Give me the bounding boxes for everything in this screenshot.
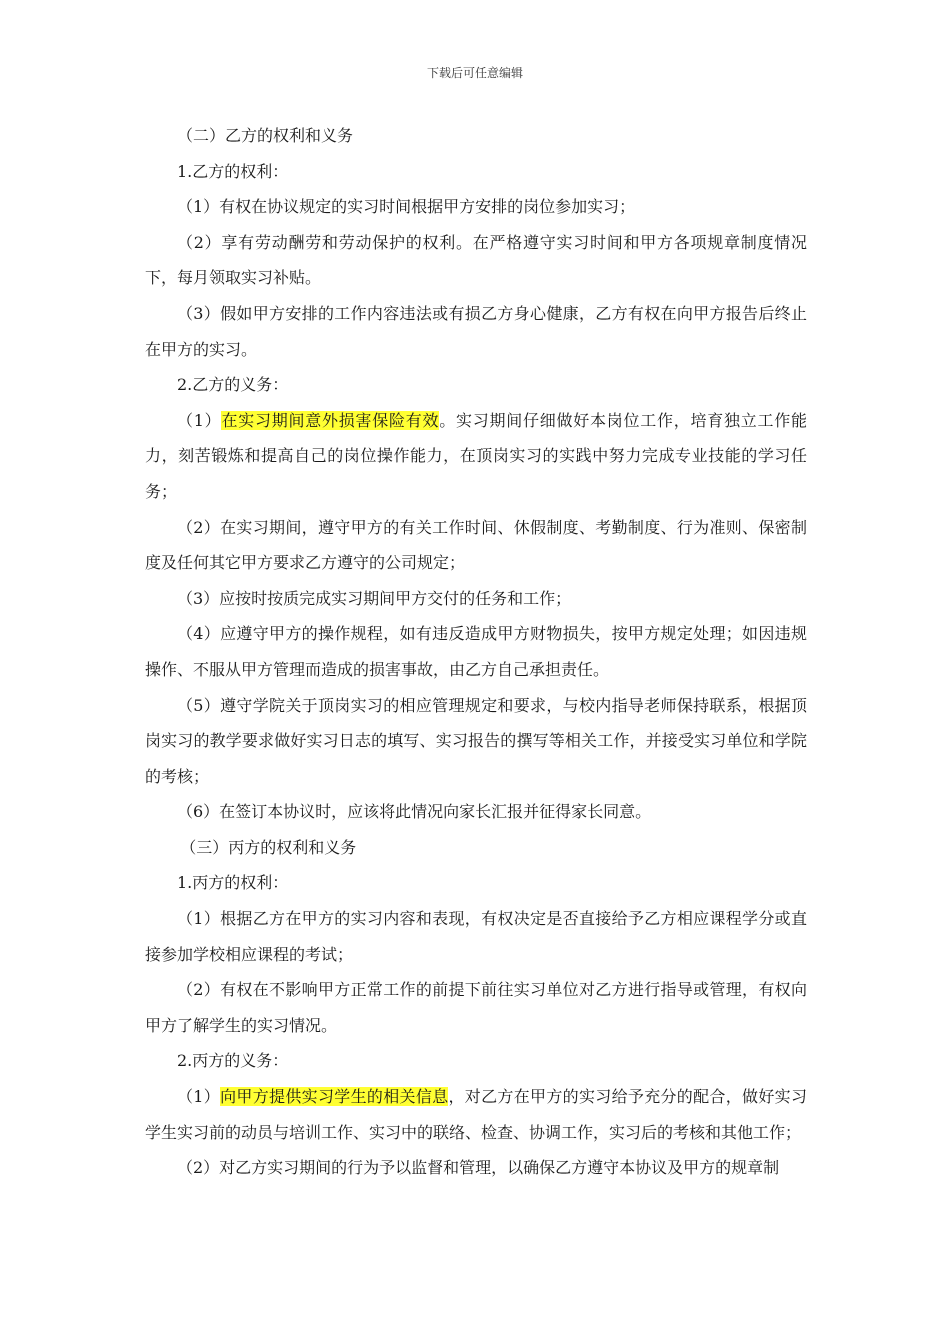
paragraph [145,1079,807,1150]
item-number: （1） [177,410,222,430]
paragraph-text: 。实习期间仔细做好本岗位工作，培育独立工作能力，刻苦锻炼和提高自己的岗位操作能力，在顶岗实习的实践中努力完成专业技能的学习任务； [145,410,807,501]
subheading-party-c-obligations: 2.丙方的义务： [177,1051,289,1071]
subheading-party-c-rights: 1.丙方的权利： [177,873,289,893]
paragraph: （6）在签订本协议时，应该将此情况向家长汇报并征得家长同意。 [177,802,652,822]
paragraph: （2）对乙方实习期间的行为予以监督和管理，以确保乙方遵守本协议及甲方的规章制 [177,1158,780,1178]
highlighted-text: 在实习期间意外损害保险有效 [221,410,440,430]
document-body [145,118,807,1186]
highlighted-text: 向甲方提供实习学生的相关信息 [220,1087,449,1107]
paragraph: （3）应按时按质完成实习期间甲方交付的任务和工作； [177,588,572,608]
section-heading-party-c: （三）丙方的权利和义务 [180,837,357,857]
paragraph-text: ，对乙方在甲方的实习给予充分的配合，做好实习学生实习前的动员与培训工作、实习中的联络、检查、协调工作，实习后的考核和其他工作； [145,1087,807,1142]
paragraph: （3）假如甲方安排的工作内容违法或有损乙方身心健康，乙方有权在向甲方报告后终止在甲方的实习。 [145,303,807,359]
paragraph: （2）在实习期间，遵守甲方的有关工作时间、休假制度、考勤制度、行为准则、保密制度及任何其它甲方要求乙方遵守的公司规定； [145,517,807,573]
subheading-party-b-rights: 1.乙方的权利： [177,161,289,181]
paragraph: （4）应遵守甲方的操作规程，如有违反造成甲方财物损失，按甲方规定处理；如因违规操作、不服从甲方管理而造成的损害事故，由乙方自己承担责任。 [145,624,807,679]
paragraph: （5）遵守学院关于顶岗实习的相应管理规定和要求，与校内指导老师保持联系，根据顶岗实习的教学要求做好实习日志的填写、实习报告的撰写等相关工作，并接受实习单位和学院的考核； [145,695,807,786]
page-header: 下载后可任意编辑 [426,66,523,80]
paragraph: （1）根据乙方在甲方的实习内容和表现，有权决定是否直接给予乙方相应课程学分或直接参加学校相应课程的考试； [145,909,807,964]
paragraph [145,403,807,510]
paragraph: （1）有权在协议规定的实习时间根据甲方安排的岗位参加实习； [177,197,636,217]
item-number: （1） [177,1087,221,1107]
paragraph: （2）享有劳动酬劳和劳动保护的权利。在严格遵守实习时间和甲方各项规章制度情况下，每月领取实习补贴。 [145,232,807,288]
subheading-party-b-obligations: 2.乙方的义务： [177,375,289,395]
section-heading-party-b: （二）乙方的权利和义务 [177,126,354,145]
paragraph: （2）有权在不影响甲方正常工作的前提下前往实习单位对乙方进行指导或管理，有权向甲方了解学生的实习情况。 [145,980,807,1035]
